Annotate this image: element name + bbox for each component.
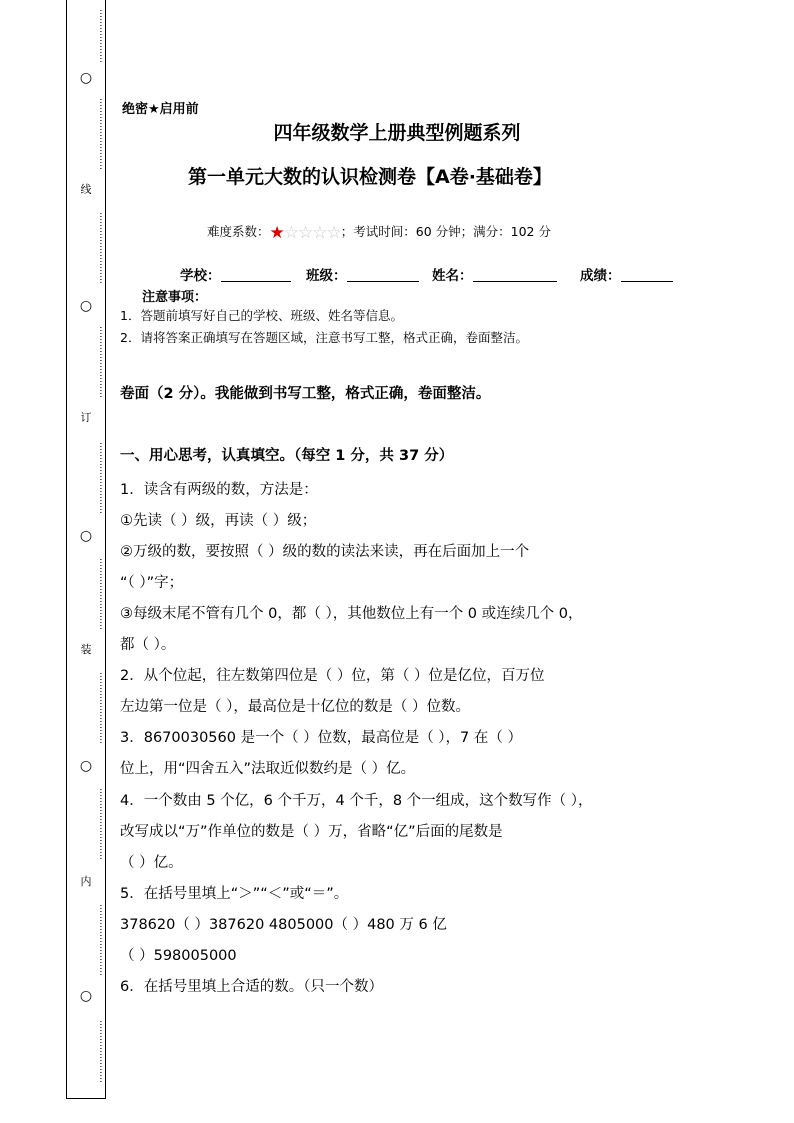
question-line: 1．读含有两级的数，方法是： <box>120 482 318 498</box>
star-empty-icon: ☆ <box>298 223 313 243</box>
binding-label-xian: 线 <box>80 183 92 196</box>
binding-margin <box>66 0 106 1099</box>
binding-circle-mark: ○ <box>79 758 93 774</box>
school-field[interactable] <box>180 264 291 284</box>
binding-label-nei: 内 <box>80 875 92 888</box>
question-line: 左边第一位是（ ），最高位是十亿位的数是（ ）位数。 <box>120 699 470 715</box>
question-line: ①先读（ ）级，再读（ ）级； <box>120 513 317 529</box>
confidential-label: 绝密★启用前 <box>122 102 199 117</box>
exam-title: 第一单元大数的认识检测卷【A卷·基础卷】 <box>188 166 552 188</box>
binding-circle-mark: ○ <box>79 298 93 314</box>
question-line: （ ）598005000 <box>120 948 237 964</box>
binding-dots: ⋯⋯⋯⋯⋯⋯⋯⋯ <box>95 558 105 630</box>
question-line: 3．8670030560 是一个（ ）位数，最高位是（ ），7 在（ ） <box>120 730 522 746</box>
class-label: 班级： <box>306 268 347 284</box>
question-line: 4．一个数由 5 个亿，6 个千万，4 个千，8 个一组成，这个数写作（ ）， <box>120 793 593 809</box>
binding-dots: ⋯⋯⋯⋯⋯⋯⋯⋯ <box>95 904 105 976</box>
question-line: ②万级的数，要按照（ ）级的数的读法来读，再在后面加上一个 <box>120 544 530 560</box>
name-field[interactable] <box>432 264 557 284</box>
star-empty-icon: ☆ <box>326 223 341 243</box>
question-line: 都（ ）。 <box>120 637 176 653</box>
question-line: 5．在括号里填上“＞”“＜”或“＝”。 <box>120 886 349 902</box>
name-label: 姓名： <box>432 268 473 284</box>
question-line: 6．在括号里填上合适的数。（只一个数） <box>120 979 383 995</box>
binding-circle-mark: ○ <box>79 988 93 1004</box>
star-filled-icon: ★ <box>269 223 284 243</box>
question-line: 改写成以“万”作单位的数是（ ）万，省略“亿”后面的尾数是 <box>120 824 503 840</box>
class-blank[interactable] <box>347 267 419 282</box>
exam-series-title: 四年级数学上册典型例题系列 <box>273 122 521 144</box>
school-label: 学校： <box>180 268 221 284</box>
binding-dots: ⋯⋯⋯⋯⋯⋯⋯⋯ <box>95 212 105 284</box>
binding-dots: ⋯⋯⋯⋯⋯⋯⋯⋯ <box>95 672 105 744</box>
binding-dots: ⋯⋯⋯⋯⋯⋯⋯ <box>95 1019 105 1083</box>
star-empty-icon: ☆ <box>283 223 299 243</box>
note-item: 2．请将答案正确填写在答题区域，注意书写工整，格式正确，卷面整洁。 <box>120 330 528 345</box>
binding-dots: ⋯⋯⋯⋯⋯⋯⋯⋯ <box>95 326 105 398</box>
star-empty-icon: ☆ <box>312 223 327 243</box>
binding-dots: ⋯⋯⋯⋯⋯⋯⋯⋯ <box>95 98 105 170</box>
exam-time-and-score: ；考试时间：60 分钟；满分：102 分 <box>340 224 551 239</box>
score-blank[interactable] <box>621 267 673 282</box>
binding-dots: ⋯⋯⋯⋯⋯⋯⋯⋯ <box>95 788 105 860</box>
question-line: 2．从个位起，往左数第四位是（ ）位，第（ ）位是亿位，百万位 <box>120 668 545 684</box>
school-blank[interactable] <box>221 267 291 282</box>
exam-meta <box>207 222 551 243</box>
question-line: 位上，用“四舍五入”法取近似数约是（ ）亿。 <box>120 761 416 777</box>
question-line: “（ ）”字； <box>120 575 184 591</box>
note-item: 1．答题前填写好自己的学校、班级、姓名等信息。 <box>120 308 403 323</box>
difficulty-star-rating <box>270 223 341 243</box>
question-line: 378620（ ）387620 4805000（ ）480 万 6 亿 <box>120 917 447 933</box>
neatness-score-line: 卷面（2 分）。我能做到书写工整，格式正确，卷面整洁。 <box>120 386 491 402</box>
class-field[interactable] <box>306 264 419 284</box>
binding-dots: ⋯⋯⋯⋯⋯⋯⋯⋯ <box>95 442 105 514</box>
difficulty-label: 难度系数： <box>207 224 270 239</box>
binding-label-ding: 订 <box>80 411 92 424</box>
question-line: ③每级末尾不管有几个 0，都（ ），其他数位上有一个 0 或连续几个 0， <box>120 606 583 622</box>
binding-dots: ⋯⋯⋯⋯⋯⋯ <box>95 9 105 63</box>
score-label: 成绩： <box>580 268 621 284</box>
notes-title: 注意事项： <box>142 290 208 305</box>
binding-label-zhuang: 装 <box>80 643 92 656</box>
section-heading: 一、用心思考，认真填空。（每空 1 分，共 37 分） <box>120 448 454 464</box>
binding-circle-mark: ○ <box>79 70 93 86</box>
score-field[interactable] <box>580 264 673 284</box>
binding-circle-mark: ○ <box>79 528 93 544</box>
name-blank[interactable] <box>473 267 557 282</box>
question-line: （ ）亿。 <box>120 855 183 871</box>
